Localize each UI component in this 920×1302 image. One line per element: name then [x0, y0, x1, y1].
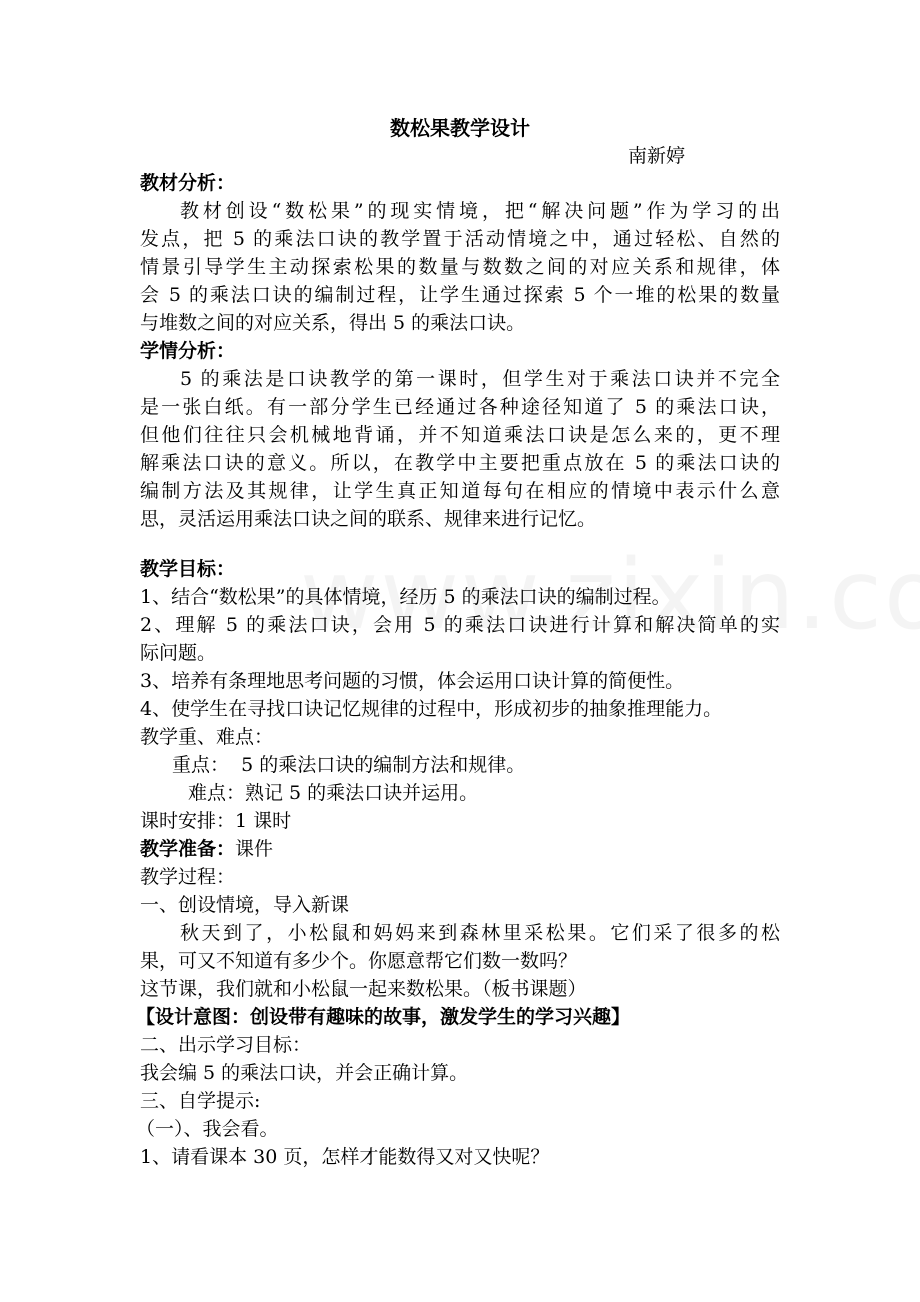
learner-paragraph-line: 是一张白纸。有一部分学生已经通过各种途径知道了 5 的乘法口诀， — [140, 396, 780, 418]
process-step-1-paragraph: 秋天到了，小松鼠和妈妈来到森林里采松果。它们采了很多的松 — [180, 922, 780, 944]
document-title: 数松果教学设计 — [390, 116, 530, 140]
learner-paragraph-line: 思，灵活运用乘法口诀之间的联系、规律来进行记忆。 — [140, 508, 597, 530]
material-paragraph-line: 发点，把 5 的乘法口诀的教学置于活动情境之中，通过轻松、自然的 — [140, 228, 780, 250]
goal-item-4: 4、使学生在寻找口诀记忆规律的过程中，形成初步的抽象推理能力。 — [140, 698, 723, 720]
material-paragraph-line: 会 5 的乘法口诀的编制过程，让学生通过探索 5 个一堆的松果的数量 — [140, 284, 780, 306]
preparation-line — [140, 837, 273, 861]
learner-paragraph-line: 但他们往往只会机械地背诵，并不知道乘法口诀是怎么来的，更不理 — [140, 424, 780, 446]
learner-paragraph-line: 5 的乘法是口诀教学的第一课时，但学生对于乘法口诀并不完全 — [180, 368, 780, 390]
process-step-3: 三、自学提示: — [140, 1090, 261, 1112]
process-step-1-paragraph: 果，可又不知道有多少个。你愿意帮它们数一数吗？ — [140, 950, 578, 972]
teaching-goals-heading: 教学目标： — [140, 558, 236, 580]
design-intent-note: 【设计意图：创设带有趣味的故事，激发学生的学习兴趣】 — [136, 1006, 631, 1028]
preparation-label: 教学准备： — [140, 838, 236, 860]
material-paragraph-line: 情景引导学生主动探索松果的数量与数数之间的对应关系和规律，体 — [140, 256, 780, 278]
goal-item-3: 3、培养有条理地思考问题的习惯，体会运用口诀计算的简便性。 — [140, 670, 685, 692]
process-step-1: 一、创设情境，导入新课 — [140, 894, 350, 916]
process-step-1-paragraph: 这节课，我们就和小松鼠一起来数松果。（板书课题） — [140, 978, 587, 1000]
goal-item-1: 1、结合“数松果”的具体情境，经历 5 的乘法口诀的编制过程。 — [140, 586, 671, 608]
material-paragraph-line: 教材创设“数松果”的现实情境，把“解决问题”作为学习的出 — [180, 200, 780, 222]
learner-paragraph-line: 编制方法及其规律，让学生真正知道每句在相应的情境中表示什么意 — [140, 480, 780, 502]
process-step-2-goal: 我会编 5 的乘法口诀，并会正确计算。 — [140, 1062, 469, 1084]
learner-paragraph-line: 解乘法口诀的意义。所以，在教学中主要把重点放在 5 的乘法口诀的 — [140, 452, 780, 474]
goal-item-2-continued: 际问题。 — [140, 642, 217, 664]
key-point: 重点： 5 的乘法口诀的编制方法和规律。 — [172, 754, 526, 776]
process-step-3-question-1: 1、请看课本 30 页，怎样才能数得又对又快呢？ — [140, 1146, 550, 1168]
teaching-process-heading: 教学过程： — [140, 866, 236, 888]
process-step-3-subheading: （一）、我会看。 — [136, 1118, 279, 1140]
goal-item-2: 2、理解 5 的乘法口诀，会用 5 的乘法口诀进行计算和解决简单的实 — [140, 614, 780, 636]
key-difficult-heading: 教学重、难点： — [140, 726, 274, 748]
document-author: 南新婷 — [628, 145, 686, 167]
schedule-line: 课时安排：1 课时 — [140, 810, 292, 832]
learner-analysis-heading: 学情分析： — [140, 340, 236, 362]
material-analysis-heading: 教材分析： — [140, 172, 236, 194]
material-paragraph-line: 与堆数之间的对应关系，得出 5 的乘法口诀。 — [140, 312, 526, 334]
difficult-point: 难点：熟记 5 的乘法口诀并运用。 — [188, 782, 479, 804]
preparation-value: 课件 — [235, 838, 274, 860]
process-step-2: 二、出示学习目标： — [140, 1034, 312, 1056]
